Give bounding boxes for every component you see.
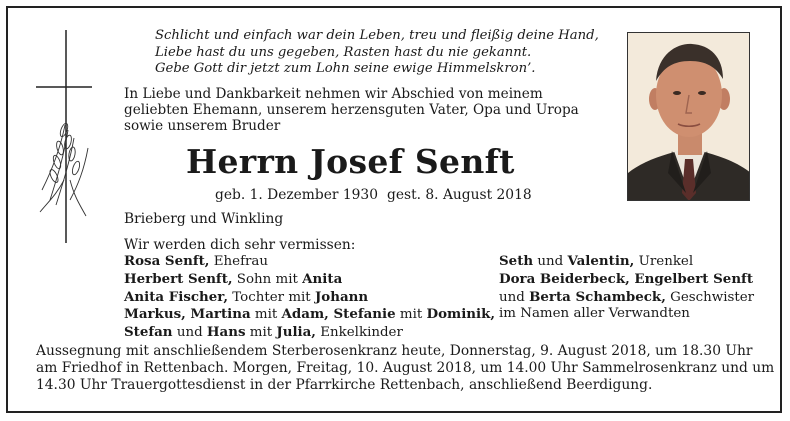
intro-line: geliebten Ehemann, unserem herzensguten Vater, Opa und Uropa (124, 102, 579, 119)
portrait-illustration (628, 33, 750, 201)
deceased-name: Herrn Josef Senft (186, 142, 515, 181)
poem-line: Schlicht und einfach war dein Leben, treu und fleißig deine Hand, (155, 28, 599, 43)
mourner-line: im Namen aller Verwandten (499, 306, 690, 322)
death-date: gest. 8. August 2018 (387, 187, 532, 203)
mourner-line: Herbert Senft, Sohn mit Anita (124, 270, 343, 287)
poem-verse (155, 28, 599, 78)
mourner-line: Markus, Martina mit Adam, Stefanie mit Dominik, (124, 306, 496, 323)
poem-line: Gebe Gott dir jetzt zum Lohn seine ewige Himmelskron’. (155, 61, 536, 76)
mourners-left-column (124, 253, 495, 342)
portrait-photo (627, 32, 750, 201)
mourner-line: Dora Beiderbeck, Engelbert Senft (499, 270, 754, 287)
intro-line: In Liebe und Dankbarkeit nehmen wir Abschied von meinem (124, 86, 543, 102)
funeral-line: 14.30 Uhr Trauergottesdienst in der Pfarrkirche Rettenbach, anschließend Beerdigung. (36, 377, 653, 394)
funeral-details (36, 343, 774, 395)
mourners-heading: Wir werden dich sehr vermissen: (124, 237, 356, 253)
mourner-line: Seth und Valentin, Urenkel (499, 253, 694, 269)
mourner-line: Stefan und Hans mit Julia, Enkelkinder (124, 324, 403, 341)
funeral-line: am Friedhof in Rettenbach. Morgen, Freitag, 10. August 2018, um 14.00 Uhr Sammelrosenkranz und um (36, 360, 775, 377)
funeral-line: Aussegnung mit anschließendem Sterberosenkranz heute, Donnerstag, 9. August 2018, um 18.30 Uhr (36, 343, 753, 359)
mourner-line: Rosa Senft, Ehefrau (124, 253, 269, 269)
home-places: Brieberg und Winkling (124, 211, 284, 227)
intro-line: sowie unserem Bruder (124, 118, 281, 135)
intro-text (124, 86, 579, 135)
poem-line: Liebe hast du uns gegeben, Rasten hast du nie gekannt. (155, 44, 532, 60)
mourners-right-column (499, 253, 754, 323)
mourner-line: und Berta Schambeck, Geschwister (499, 288, 755, 305)
mourner-line: Anita Fischer, Tochter mit Johann (124, 288, 369, 305)
birth-date: geb. 1. Dezember 1930 (215, 187, 378, 203)
cross-with-wheat-icon (30, 30, 100, 245)
